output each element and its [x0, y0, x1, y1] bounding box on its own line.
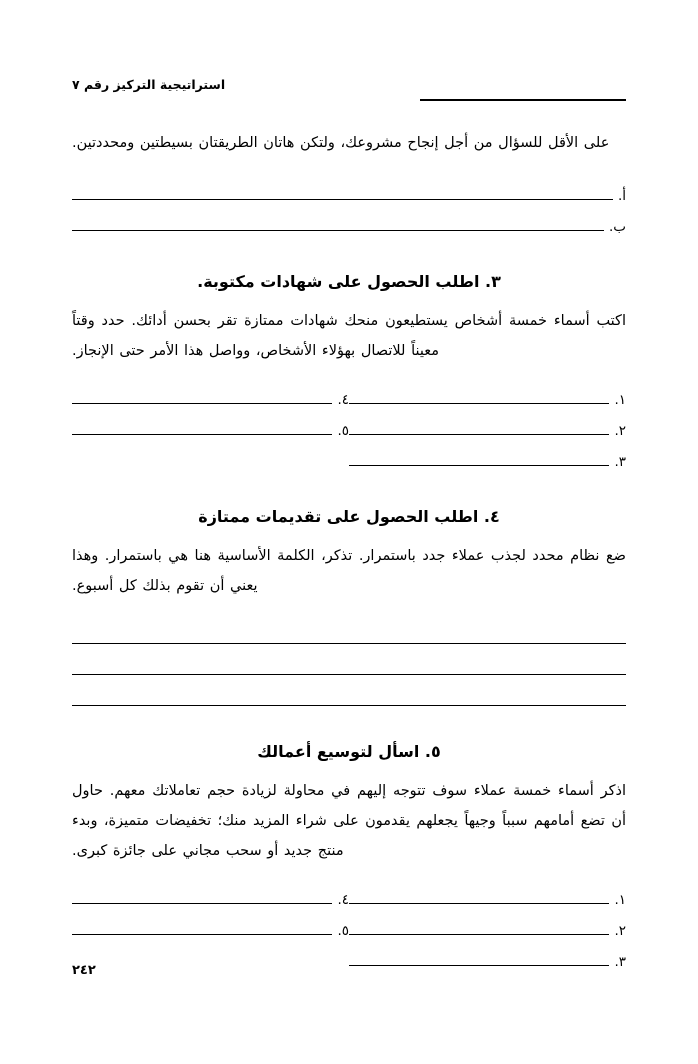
page-content — [72, 128, 626, 971]
answer-line-row — [72, 675, 626, 706]
answer-line-label: ٣. — [614, 454, 626, 470]
answer-line-label: أ. — [617, 188, 626, 204]
page-number: ٢٤٢ — [72, 963, 96, 978]
section-body-5: اذكر أسماء خمسة عملاء سوف تتوجه إليهم في محاولة لزيادة حجم تعاملاتك معهم. حاول أن تضع أمامهم سبباً وجيهاً يجعلهم يقدمون على شراء المزيد منك؛ تخفيضات متميزة، وبدء منتج جديد أو سحب مجاني على جائزة كبرى. — [72, 783, 626, 859]
answer-line-row — [72, 174, 626, 205]
answer-line-label: ٤. — [337, 392, 349, 408]
answer-line-row — [72, 878, 626, 909]
answer-line[interactable] — [349, 889, 626, 909]
answer-line-rule-hidden — [72, 452, 340, 466]
answer-line-row — [72, 909, 626, 940]
answer-line-row — [72, 205, 626, 236]
answer-line[interactable] — [72, 889, 349, 909]
intro-paragraph: على الأقل للسؤال من أجل إنجاح مشروعك، ولتكن هاتان الطريقتان بسيطتين ومحددتين. — [72, 135, 610, 151]
answer-line-rule[interactable] — [349, 420, 609, 435]
intro-answer-lines — [72, 174, 626, 236]
answer-line-rule[interactable] — [72, 389, 332, 404]
answer-line-label: ١. — [614, 392, 626, 408]
section-5-answer-lines — [72, 878, 626, 971]
answer-line-rule[interactable] — [349, 451, 609, 466]
section-heading-5: ٥. اسأل لتوسيع أعمالك — [257, 742, 441, 761]
answer-line-row — [72, 440, 626, 471]
header-rule-divider — [420, 99, 626, 101]
answer-line-label: ٥. — [337, 923, 349, 939]
answer-line[interactable] — [349, 420, 626, 440]
answer-line-row — [72, 613, 626, 644]
answer-line-rule[interactable] — [72, 629, 626, 644]
spacer — [72, 294, 626, 306]
spacer — [72, 866, 626, 878]
answer-line-rule[interactable] — [72, 920, 332, 935]
section-heading-4: ٤. اطلب الحصول على تقديمات ممتازة — [198, 507, 500, 526]
running-header — [72, 74, 626, 93]
answer-line-row — [72, 644, 626, 675]
answer-line-row — [72, 378, 626, 409]
answer-line-empty-slot — [72, 452, 349, 471]
spacer — [72, 764, 626, 776]
answer-line-rule[interactable] — [72, 185, 613, 200]
answer-line-label: ٤. — [337, 892, 349, 908]
answer-line-label: ٢. — [614, 923, 626, 939]
spacer — [72, 601, 626, 613]
answer-line[interactable] — [72, 420, 349, 440]
answer-line-label: ١. — [614, 892, 626, 908]
answer-line-row — [72, 409, 626, 440]
answer-line[interactable] — [72, 629, 626, 644]
answer-line-label: ٣. — [614, 954, 626, 970]
section-3-answer-lines — [72, 378, 626, 471]
answer-line-rule[interactable] — [349, 889, 609, 904]
spacer — [72, 236, 626, 270]
answer-line-label: ٥. — [337, 423, 349, 439]
answer-line[interactable] — [72, 920, 349, 940]
section-heading-3: ٣. اطلب الحصول على شهادات مكتوبة. — [197, 272, 501, 291]
answer-line-rule[interactable] — [72, 889, 332, 904]
answer-line[interactable] — [349, 920, 626, 940]
answer-line[interactable] — [72, 185, 626, 205]
answer-line-label: ٢. — [614, 423, 626, 439]
spacer — [72, 706, 626, 740]
answer-line-rule[interactable] — [349, 920, 609, 935]
running-header-title: استراتيجية التركيز رقم ٧ — [72, 77, 226, 92]
spacer — [72, 162, 626, 174]
answer-line-rule[interactable] — [72, 420, 332, 435]
answer-line[interactable] — [72, 389, 349, 409]
page-number-footer — [72, 962, 626, 980]
spacer — [72, 529, 626, 541]
answer-line[interactable] — [72, 660, 626, 675]
answer-line-rule[interactable] — [72, 691, 626, 706]
section-body-4: ضع نظام محدد لجذب عملاء جدد باستمرار. تذكر، الكلمة الأساسية هنا هي باستمرار. وهذا يعني أن تقوم بذلك كل أسبوع. — [72, 548, 626, 594]
answer-line-rule[interactable] — [72, 660, 626, 675]
answer-line-label: ب. — [608, 219, 626, 235]
answer-line[interactable] — [349, 451, 626, 471]
answer-line-rule[interactable] — [349, 389, 609, 404]
section-body-3: اكتب أسماء خمسة أشخاص يستطيعون منحك شهادات ممتازة تقر بحسن أدائك. حدد وقتاً معيناً للاتصال بهؤلاء الأشخاص، وواصل هذا الأمر حتى الإنجاز. — [72, 313, 626, 359]
answer-line[interactable] — [72, 691, 626, 706]
answer-line[interactable] — [349, 389, 626, 409]
spacer — [72, 471, 626, 505]
answer-line-rule[interactable] — [72, 216, 604, 231]
section-4-answer-lines — [72, 613, 626, 706]
answer-line[interactable] — [72, 216, 626, 236]
spacer — [72, 366, 626, 378]
